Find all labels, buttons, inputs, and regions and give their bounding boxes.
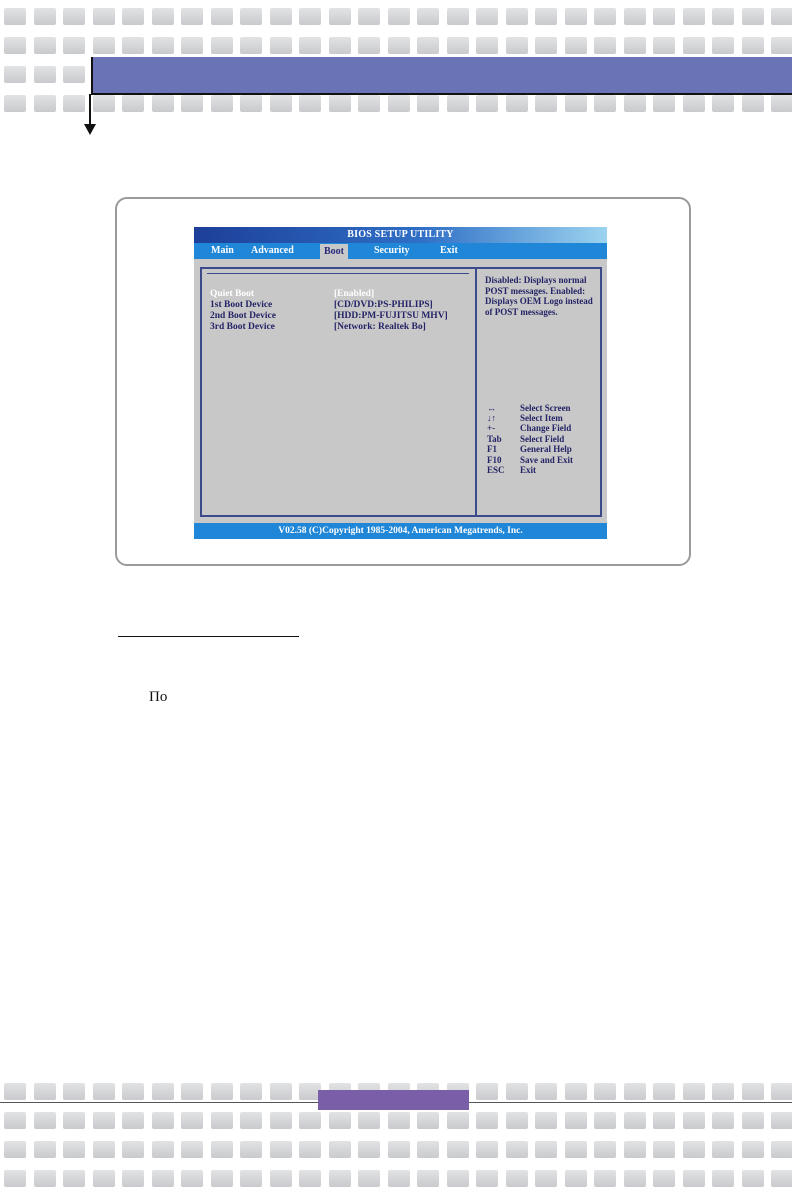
decorative-tile [771, 1083, 792, 1100]
bios-options-panel [200, 267, 477, 517]
decorative-tile [181, 95, 203, 112]
decorative-tile [624, 37, 646, 54]
decorative-tile [181, 1112, 203, 1129]
decorative-tile [594, 1112, 616, 1129]
decorative-tile [152, 1170, 174, 1187]
decorative-tile [683, 95, 705, 112]
decorative-tile [417, 1170, 439, 1187]
bios-title: BIOS SETUP UTILITY [194, 227, 607, 243]
decorative-tile [506, 1170, 528, 1187]
decorative-tile [476, 37, 498, 54]
decorative-tile [93, 1083, 115, 1100]
decorative-tile [240, 1170, 262, 1187]
page-number-badge [318, 1090, 469, 1110]
decorative-tile [93, 1170, 115, 1187]
decorative-tile [388, 1112, 410, 1129]
decorative-tile [152, 1112, 174, 1129]
decorative-tile [742, 1112, 764, 1129]
decorative-tile [653, 95, 675, 112]
decorative-tile [299, 8, 321, 25]
decorative-tile [34, 1083, 56, 1100]
decorative-tile [93, 1141, 115, 1158]
tab-boot[interactable]: Boot [320, 244, 348, 259]
decorative-tile [565, 1141, 587, 1158]
decorative-tile [34, 37, 56, 54]
decorative-tile [329, 1170, 351, 1187]
panel-divider [207, 273, 469, 274]
decorative-tile [93, 37, 115, 54]
decorative-tile [683, 1083, 705, 1100]
decorative-tile [122, 1170, 144, 1187]
decorative-tile [270, 1083, 292, 1100]
tab-advanced[interactable]: Advanced [251, 245, 294, 256]
decorative-tile [417, 1112, 439, 1129]
decorative-tile [4, 1083, 26, 1100]
tab-main[interactable]: Main [211, 245, 234, 256]
decorative-tile [358, 1170, 380, 1187]
decorative-tile [771, 8, 792, 25]
decorative-tile [447, 8, 469, 25]
decorative-tile [329, 1112, 351, 1129]
decorative-tile [712, 37, 734, 54]
decorative-tile [329, 37, 351, 54]
decorative-tile [63, 1112, 85, 1129]
decorative-tile [211, 1170, 233, 1187]
decorative-tile [712, 1083, 734, 1100]
decorative-tile [122, 1083, 144, 1100]
decorative-tile [63, 1083, 85, 1100]
decorative-tile [683, 8, 705, 25]
decorative-tile [122, 95, 144, 112]
decorative-tile [388, 95, 410, 112]
decorative-tile [594, 1083, 616, 1100]
decorative-tile [388, 1170, 410, 1187]
decorative-tile [417, 95, 439, 112]
decorative-tile [270, 1112, 292, 1129]
decorative-tile [712, 1141, 734, 1158]
decorative-tile [63, 95, 85, 112]
decorative-tile [535, 95, 557, 112]
decorative-tile [476, 1170, 498, 1187]
decorative-tile [358, 1112, 380, 1129]
decorative-tile [270, 1170, 292, 1187]
decorative-tile [4, 95, 26, 112]
decorative-tile [771, 37, 792, 54]
decorative-tile [771, 1170, 792, 1187]
decorative-tile [594, 8, 616, 25]
decorative-tile [565, 1083, 587, 1100]
decorative-tile [4, 1112, 26, 1129]
decorative-tile [299, 37, 321, 54]
decorative-tile [240, 8, 262, 25]
decorative-tile [506, 1112, 528, 1129]
help-text: Disabled: Displays normal POST messages. Enabled: Displays OEM Logo instead of POST messages. [485, 275, 593, 317]
decorative-tile [565, 1112, 587, 1129]
decorative-tile [624, 1083, 646, 1100]
decorative-tile [63, 8, 85, 25]
key-f10: F10 [487, 455, 502, 465]
decorative-tile [535, 1141, 557, 1158]
decorative-tile [594, 95, 616, 112]
decorative-tile [653, 8, 675, 25]
decorative-tile [181, 1083, 203, 1100]
decorative-tile [388, 37, 410, 54]
option-label-3rd-boot[interactable]: 3rd Boot Device [210, 322, 275, 332]
decorative-tile [476, 1141, 498, 1158]
decorative-tile [535, 1170, 557, 1187]
decorative-tile [152, 1083, 174, 1100]
decorative-tile [388, 8, 410, 25]
decorative-tile [506, 95, 528, 112]
decorative-tile [4, 8, 26, 25]
decorative-tile [152, 37, 174, 54]
decorative-tile [506, 8, 528, 25]
decorative-tile [4, 37, 26, 54]
decorative-tile [299, 1170, 321, 1187]
decorative-tile [683, 1141, 705, 1158]
decorative-tile [417, 1141, 439, 1158]
decorative-tile [34, 1112, 56, 1129]
decorative-tile [240, 1112, 262, 1129]
decorative-tile [476, 1083, 498, 1100]
decorative-tile [34, 1170, 56, 1187]
decorative-tile [476, 95, 498, 112]
decorative-tile [506, 1083, 528, 1100]
decorative-tile [63, 66, 85, 83]
decorative-tile [34, 66, 56, 83]
decorative-tile [181, 37, 203, 54]
decorative-tile [122, 1141, 144, 1158]
decorative-tile [93, 95, 115, 112]
decorative-tile [388, 1141, 410, 1158]
option-value-1st-boot[interactable]: [CD/DVD:PS-PHILIPS] [334, 300, 433, 310]
decorative-tile [447, 1141, 469, 1158]
option-label-2nd-boot[interactable]: 2nd Boot Device [210, 311, 276, 321]
decorative-tile [476, 8, 498, 25]
decorative-tile [417, 37, 439, 54]
key-desc-general-help: General Help [520, 444, 572, 454]
bios-copyright: V02.58 (C)Copyright 1985-2004, American Megatrends, Inc. [194, 523, 607, 539]
key-desc-select-item: Select Item [520, 413, 563, 423]
decorative-tile [358, 37, 380, 54]
decorative-tile [565, 95, 587, 112]
decorative-tile [624, 1141, 646, 1158]
decorative-tile [742, 1083, 764, 1100]
option-label-quiet-boot[interactable]: Quiet Boot [210, 289, 255, 299]
key-desc-save-exit: Save and Exit [520, 455, 574, 465]
decorative-tile [535, 8, 557, 25]
decorative-tile [712, 1112, 734, 1129]
decorative-tile [535, 1112, 557, 1129]
key-desc-exit: Exit [520, 465, 537, 475]
decorative-tile [152, 1141, 174, 1158]
decorative-tile [624, 1112, 646, 1129]
option-label-1st-boot[interactable]: 1st Boot Device [210, 300, 273, 310]
decorative-tile [535, 1083, 557, 1100]
decorative-tile [4, 1141, 26, 1158]
decorative-tile [270, 8, 292, 25]
bios-menu-bar [194, 243, 607, 259]
decorative-tile [181, 1141, 203, 1158]
decorative-tile [211, 8, 233, 25]
decorative-tile [152, 95, 174, 112]
decorative-tile [270, 95, 292, 112]
decorative-tile [240, 1141, 262, 1158]
key-desc-change-field: Change Field [520, 423, 572, 433]
decorative-tile [240, 95, 262, 112]
decorative-tile [329, 1141, 351, 1158]
decorative-tile [34, 1141, 56, 1158]
option-value-quiet-boot[interactable]: [Enabled] [334, 289, 375, 299]
decorative-tile [742, 95, 764, 112]
decorative-tile [34, 95, 56, 112]
decorative-tile [565, 8, 587, 25]
decorative-tile [240, 1083, 262, 1100]
decorative-tile [771, 1112, 792, 1129]
decorative-tile [683, 1170, 705, 1187]
decorative-tile [417, 8, 439, 25]
decorative-tile [181, 8, 203, 25]
decorative-tile [653, 1141, 675, 1158]
decorative-tile [358, 1141, 380, 1158]
decorative-tile [63, 1141, 85, 1158]
decorative-tile [447, 1170, 469, 1187]
decorative-tile [506, 1141, 528, 1158]
decorative-tile [329, 95, 351, 112]
decorative-tile [506, 37, 528, 54]
key-desc-select-screen: Select Screen [520, 403, 571, 413]
decorative-tile [270, 1141, 292, 1158]
decorative-tile [594, 37, 616, 54]
decorative-tile [211, 95, 233, 112]
decorative-tile [771, 95, 792, 112]
decorative-tile [122, 8, 144, 25]
decorative-tile [122, 37, 144, 54]
decorative-tile [712, 1170, 734, 1187]
tab-security[interactable]: Security [374, 245, 410, 256]
decorative-tile [358, 8, 380, 25]
decorative-tile [4, 66, 26, 83]
bios-screen [194, 227, 607, 539]
decorative-tile [476, 1112, 498, 1129]
decorative-tile [742, 37, 764, 54]
key-f1: F1 [487, 444, 497, 454]
arrow-down-icon [84, 124, 96, 135]
decorative-tile [624, 1170, 646, 1187]
decorative-tile [299, 1112, 321, 1129]
key-desc-select-field: Select Field [520, 434, 565, 444]
decorative-tile [63, 37, 85, 54]
decorative-tile [594, 1141, 616, 1158]
decorative-tile [565, 37, 587, 54]
decorative-tile [329, 8, 351, 25]
decorative-tile [653, 1112, 675, 1129]
decorative-tile [742, 1141, 764, 1158]
key-tab: Tab [487, 434, 502, 444]
decorative-tile [152, 8, 174, 25]
arrow-line [89, 94, 91, 126]
decorative-tile [93, 8, 115, 25]
decorative-tile [34, 8, 56, 25]
decorative-tile [93, 1112, 115, 1129]
decorative-tile [594, 1170, 616, 1187]
decorative-tile [299, 1141, 321, 1158]
decorative-tile [211, 1112, 233, 1129]
bios-help-panel [475, 267, 602, 517]
option-value-3rd-boot[interactable]: [Network: Realtek Bo] [334, 322, 426, 332]
decorative-tile [742, 1170, 764, 1187]
decorative-tile [447, 1112, 469, 1129]
decorative-tile [299, 95, 321, 112]
decorative-tile [211, 1083, 233, 1100]
decorative-tile [63, 1170, 85, 1187]
key-left-right-icon: ↔ [487, 403, 496, 413]
decorative-tile [653, 1170, 675, 1187]
header-bar [91, 57, 792, 95]
tab-exit[interactable]: Exit [440, 245, 458, 256]
key-up-down-icon: ↓↑ [487, 413, 496, 423]
decorative-tile [683, 37, 705, 54]
body-text: По [149, 689, 168, 705]
decorative-tile [181, 1170, 203, 1187]
decorative-tile [447, 95, 469, 112]
decorative-tile [712, 8, 734, 25]
decorative-tile [653, 1083, 675, 1100]
key-esc: ESC [487, 465, 505, 475]
decorative-tile [653, 37, 675, 54]
decorative-tile [122, 1112, 144, 1129]
key-plus-minus: +- [487, 423, 496, 433]
option-value-2nd-boot[interactable]: [HDD:PM-FUJITSU MHV] [334, 311, 448, 321]
decorative-tile [211, 1141, 233, 1158]
decorative-tile [535, 37, 557, 54]
decorative-tile [211, 37, 233, 54]
decorative-tile [712, 95, 734, 112]
decorative-tile [624, 8, 646, 25]
decorative-tile [771, 1141, 792, 1158]
decorative-tile [624, 95, 646, 112]
decorative-tile [240, 37, 262, 54]
decorative-tile [565, 1170, 587, 1187]
decorative-tile [4, 1170, 26, 1187]
decorative-tile [358, 95, 380, 112]
decorative-tile [683, 1112, 705, 1129]
decorative-tile [742, 8, 764, 25]
decorative-tile [270, 37, 292, 54]
section-underline [118, 636, 299, 637]
decorative-tile [447, 37, 469, 54]
